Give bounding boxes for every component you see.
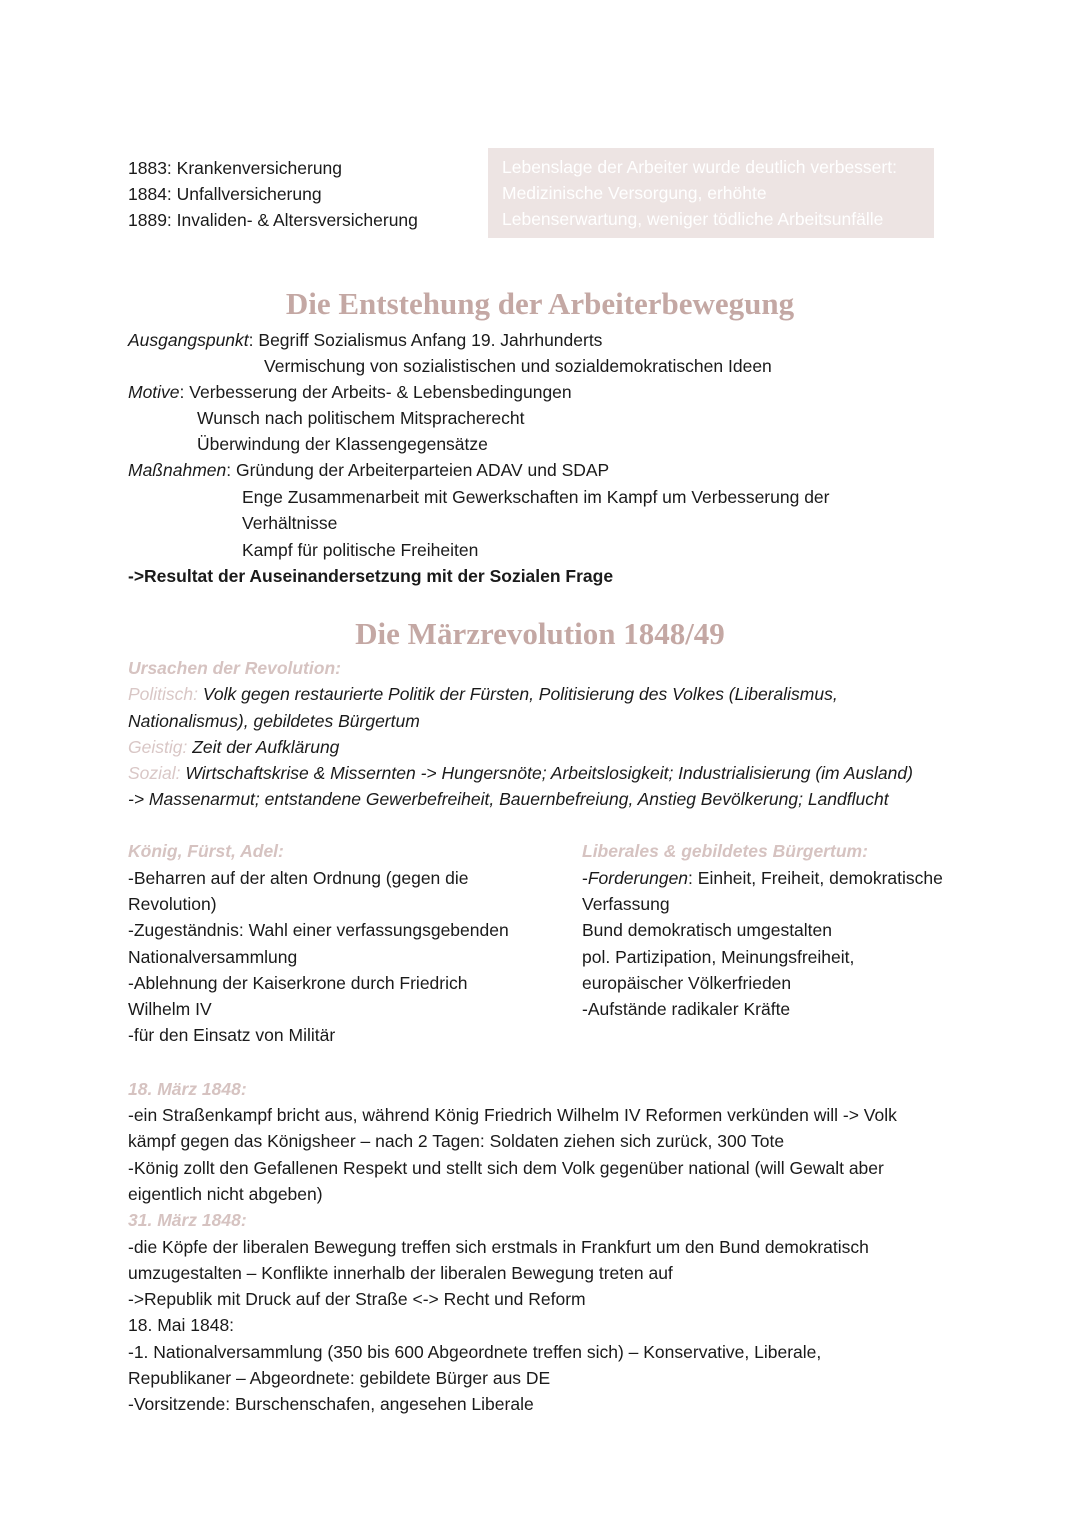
ausgangspunkt-row: Ausgangspunkt: Begriff Sozialismus Anfang 19. Jahrhunderts — [128, 330, 603, 350]
ausgangspunkt-label: Ausgangspunkt — [128, 330, 249, 350]
motive-label: Motive — [128, 382, 180, 402]
note-line: Lebenslage der Arbeiter wurde deutlich verbessert: — [502, 157, 897, 177]
politisch-text: Volk gegen restaurierte Politik der Fürsten, Politisierung des Volkes (Liberalismus, — [202, 684, 838, 704]
result-line: ->Resultat der Auseinandersetzung mit der Sozialen Frage — [128, 566, 614, 586]
cause-politisch — [128, 681, 838, 707]
left-col-line: Nationalversammlung — [128, 947, 298, 967]
motive-text: Wunsch nach politischem Mitspracherecht — [197, 408, 525, 428]
right-col-line: -Aufstände radikaler Kräfte — [582, 999, 791, 1019]
note-line: Medizinische Versorgung, erhöhte — [502, 183, 767, 203]
right-col-line: Bund demokratisch umgestalten — [582, 920, 832, 940]
politisch-label: Politisch: — [128, 684, 199, 704]
event-date: 18. Mai 1848: — [128, 1315, 235, 1335]
left-col-line: -Zugeständnis: Wahl einer verfassungsgebenden — [128, 920, 509, 940]
event-line: kämpf gegen das Königsheer – nach 2 Tagen: Soldaten ziehen sich zurück, 300 Tote — [128, 1131, 785, 1151]
motive-row: Motive: Verbesserung der Arbeits- & Lebensbedingungen — [128, 382, 572, 402]
right-col-line: pol. Partizipation, Meinungsfreiheit, — [582, 947, 855, 967]
sozial-text: -> Massenarmut; entstandene Gewerbefreiheit, Bauernbefreiung, Anstieg Bevölkerung; Landflucht — [128, 789, 889, 809]
right-col-line: europäischer Völkerfrieden — [582, 973, 792, 993]
geistig-text: Zeit der Aufklärung — [192, 737, 340, 757]
ausgangspunkt-text: Vermischung von sozialistischen und sozialdemokratischen Ideen — [264, 356, 772, 376]
insurance-note-box — [488, 148, 934, 238]
politisch-text: Nationalismus), gebildetes Bürgertum — [128, 711, 420, 731]
event-line: umzugestalten – Konflikte innerhalb der liberalen Bewegung treten auf — [128, 1263, 673, 1283]
section-heading-march-revolution: Die Märzrevolution 1848/49 — [355, 616, 725, 651]
cause-sozial — [128, 760, 913, 786]
motive-text: Verbesserung der Arbeits- & Lebensbedingungen — [189, 382, 572, 402]
left-col-line: -Ablehnung der Kaiserkrone durch Friedrich — [128, 973, 468, 993]
insurance-item: 1883: Krankenversicherung — [128, 158, 343, 178]
event-line: -1. Nationalversammlung (350 bis 600 Abgeordnete treffen sich) – Konservative, Liberale, — [128, 1342, 822, 1362]
right-col-line: Verfassung — [582, 894, 670, 914]
sozial-text: Wirtschaftskrise & Missernten -> Hungersnöte; Arbeitslosigkeit; Industrialisierung (im Ausland) — [185, 763, 913, 783]
cause-geistig — [128, 734, 339, 760]
left-col-line: -Beharren auf der alten Ordnung (gegen die — [128, 868, 469, 888]
causes-heading: Ursachen der Revolution: — [128, 658, 341, 678]
left-col-line: Revolution) — [128, 894, 217, 914]
massnahmen-row: Maßnahmen: Gründung der Arbeiterparteien ADAV und SDAP — [128, 460, 610, 480]
forderungen-prefix: - — [582, 868, 588, 888]
note-line: Lebenserwartung, weniger tödliche Arbeitsunfälle — [502, 209, 884, 229]
geistig-label: Geistig: — [128, 737, 188, 757]
motive-text: Überwindung der Klassengegensätze — [197, 434, 488, 454]
right-col-heading: Liberales & gebildetes Bürgertum: — [582, 841, 868, 861]
forderungen-label: Forderungen — [587, 868, 689, 888]
event-line: -Vorsitzende: Burschenschafen, angesehen Liberale — [128, 1394, 534, 1414]
forderungen-text: : Einheit, Freiheit, demokratische — [688, 868, 943, 888]
ausgangspunkt-text: Begriff Sozialismus Anfang 19. Jahrhunderts — [258, 330, 603, 350]
event-date: 18. März 1848: — [128, 1079, 247, 1099]
insurance-item: 1884: Unfallversicherung — [128, 184, 322, 204]
massnahmen-label: Maßnahmen — [128, 460, 227, 480]
left-col-line: Wilhelm IV — [128, 999, 212, 1019]
sozial-label: Sozial: — [128, 763, 181, 783]
massnahmen-text: Enge Zusammenarbeit mit Gewerkschaften im Kampf um Verbesserung der — [242, 487, 830, 507]
event-date: 31. März 1848: — [128, 1210, 247, 1230]
massnahmen-text: Gründung der Arbeiterparteien ADAV und SDAP — [235, 460, 610, 480]
forderungen-row — [582, 865, 943, 891]
event-line: -die Köpfe der liberalen Bewegung treffen sich erstmals in Frankfurt um den Bund demokratisch — [128, 1237, 869, 1257]
event-line: Republikaner – Abgeordnete: gebildete Bürger aus DE — [128, 1368, 551, 1388]
left-col-heading: König, Fürst, Adel: — [128, 841, 284, 861]
section-heading-labor-movement: Die Entstehung der Arbeiterbewegung — [285, 286, 795, 321]
event-line: -ein Straßenkampf bricht aus, während König Friedrich Wilhelm IV Reformen verkünden will -> Volk — [128, 1105, 897, 1125]
left-col-line: -für den Einsatz von Militär — [128, 1025, 336, 1045]
event-line: -König zollt den Gefallenen Respekt und stellt sich dem Volk gegenüber national (will Gewalt aber — [128, 1158, 884, 1178]
insurance-item: 1889: Invaliden- & Altersversicherung — [128, 210, 418, 230]
massnahmen-text: Kampf für politische Freiheiten — [242, 540, 479, 560]
event-line: eigentlich nicht abgeben) — [128, 1184, 323, 1204]
massnahmen-text: Verhältnisse — [242, 513, 338, 533]
event-line: ->Republik mit Druck auf der Straße <-> Recht und Reform — [128, 1289, 586, 1309]
